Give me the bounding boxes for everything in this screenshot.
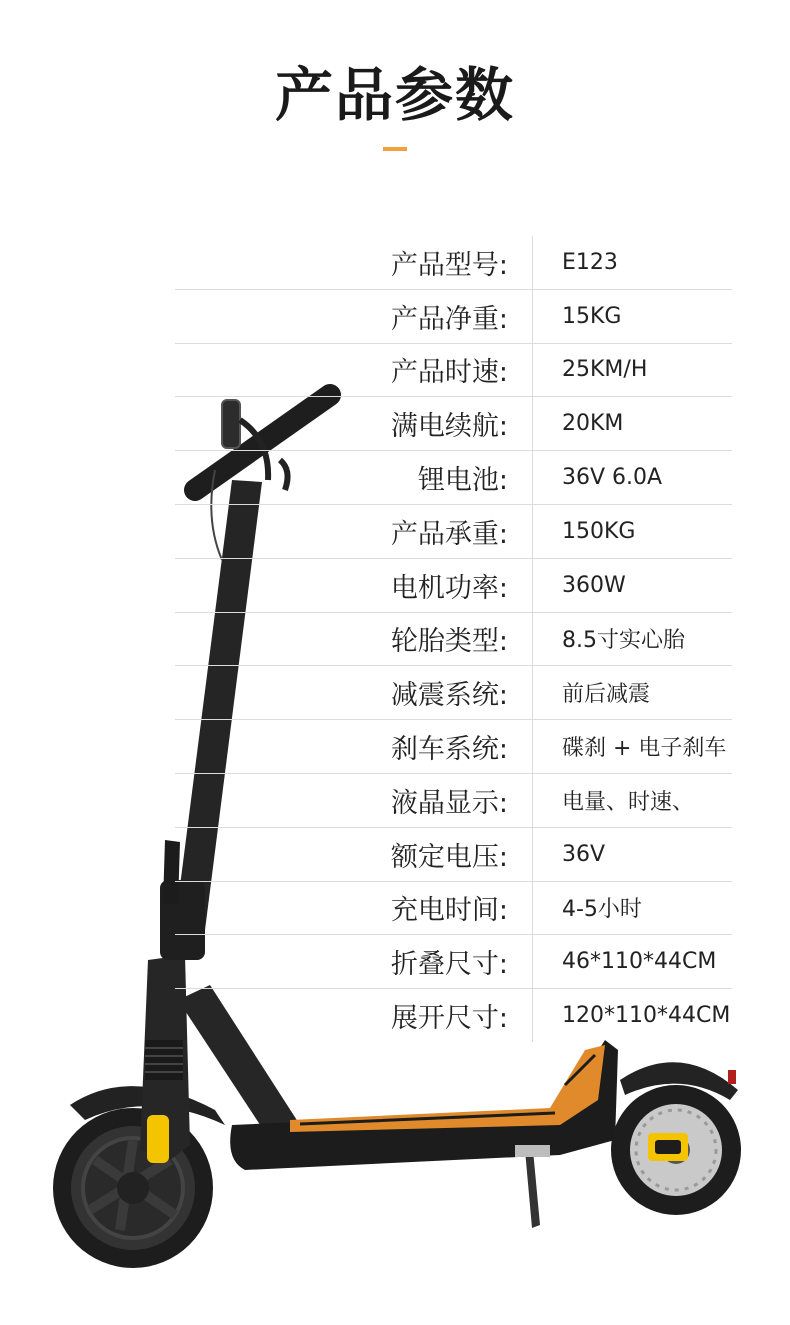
row-divider xyxy=(532,505,533,558)
row-divider xyxy=(532,774,533,827)
spec-value: 前后减震 xyxy=(562,682,651,708)
row-divider xyxy=(532,935,533,988)
spec-table xyxy=(175,236,732,1042)
spec-label: 产品时速: xyxy=(390,357,508,389)
spec-label: 充电时间: xyxy=(390,895,508,927)
spec-value: 4-5小时 xyxy=(562,897,642,923)
row-divider xyxy=(532,828,533,881)
spec-value: E123 xyxy=(562,249,618,275)
spec-row xyxy=(175,719,732,773)
spec-row xyxy=(175,988,732,1042)
spec-value: 15KG xyxy=(562,303,622,329)
spec-row xyxy=(175,343,732,397)
spec-value: 36V 6.0A xyxy=(562,465,663,491)
row-divider xyxy=(532,559,533,612)
spec-label: 展开尺寸: xyxy=(390,1003,508,1035)
spec-value: 360W xyxy=(562,572,626,598)
spec-value: 36V xyxy=(562,841,606,867)
row-divider xyxy=(532,720,533,773)
row-divider xyxy=(532,236,533,289)
spec-row xyxy=(175,934,732,988)
row-divider xyxy=(532,989,533,1042)
spec-row xyxy=(175,773,732,827)
spec-label: 锂电池: xyxy=(417,465,508,497)
spec-label: 减震系统: xyxy=(390,680,508,712)
row-divider xyxy=(532,666,533,719)
spec-row xyxy=(175,504,732,558)
spec-row xyxy=(175,827,732,881)
spec-value: 碟刹 + 电子刹车 xyxy=(562,736,727,762)
spec-value: 电量、时速、 xyxy=(562,789,695,815)
spec-label: 产品型号: xyxy=(390,249,508,281)
spec-value: 8.5寸实心胎 xyxy=(562,628,685,654)
spec-row xyxy=(175,236,732,289)
spec-value: 150KG xyxy=(562,518,636,544)
row-divider xyxy=(532,613,533,666)
spec-value: 25KM/H xyxy=(562,357,648,383)
page-title: 产品参数 xyxy=(274,61,515,129)
spec-row xyxy=(175,450,732,504)
spec-value: 120*110*44CM xyxy=(562,1003,731,1029)
spec-row xyxy=(175,612,732,666)
spec-row xyxy=(175,665,732,719)
spec-label: 电机功率: xyxy=(390,572,508,604)
spec-value: 46*110*44CM xyxy=(562,949,717,975)
spec-row xyxy=(175,289,732,343)
spec-label: 产品净重: xyxy=(390,303,508,335)
spec-row xyxy=(175,558,732,612)
spec-label: 折叠尺寸: xyxy=(390,949,508,981)
spec-label: 轮胎类型: xyxy=(390,626,508,658)
row-divider xyxy=(532,451,533,504)
row-divider xyxy=(532,397,533,450)
spec-value: 20KM xyxy=(562,411,624,437)
spec-label: 刹车系统: xyxy=(390,734,508,766)
spec-row xyxy=(175,396,732,450)
row-divider xyxy=(532,882,533,935)
spec-label: 额定电压: xyxy=(390,841,508,873)
spec-label: 液晶显示: xyxy=(390,787,508,819)
spec-label: 满电续航: xyxy=(390,411,508,443)
spec-label: 产品承重: xyxy=(390,518,508,550)
row-divider xyxy=(532,344,533,397)
row-divider xyxy=(532,290,533,343)
spec-row xyxy=(175,881,732,935)
